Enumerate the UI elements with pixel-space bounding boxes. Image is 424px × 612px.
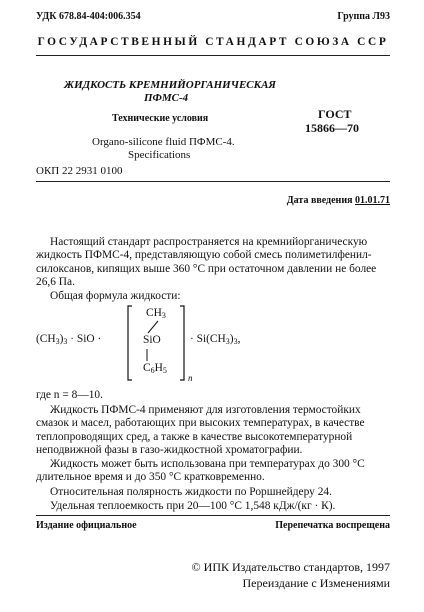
formula-n-definition: где n = 8—10. — [36, 389, 103, 401]
paragraph-heat-capacity — [36, 500, 390, 513]
ru-title-line1: ЖИДКОСТЬ КРЕМНИЙОРГАНИЧЕСКАЯ — [64, 79, 277, 91]
introduction-date — [287, 195, 390, 206]
formula-bottom-c6h5: $C_6H_5$ — [143, 362, 167, 375]
paragraph-line: силоксанов, кипящих выше 360 °С при остаточном давлении не более — [36, 262, 377, 275]
en-title-line1: Organo-silicone fluid ПФМС-4. — [92, 136, 235, 148]
paragraph-polarity — [36, 486, 390, 499]
paragraph-line: Относительная полярность жидкости по Роршнейдеру 24. — [50, 486, 332, 498]
udk-code: УДК 678.84-404:006.354 — [36, 11, 141, 22]
copyright-notice: © ИПК Издательство стандартов, 1997 — [191, 560, 390, 574]
paragraph-line: 26,6 Па. — [36, 275, 75, 288]
formula-caption: Общая формула жидкости: — [50, 290, 181, 302]
paragraph-line: смазок и масел, работающих при высоких температурах, в качестве — [36, 417, 365, 430]
intro-date-value: 01.01.71 — [355, 195, 390, 206]
paragraph-line: Удельная теплоемкость при 20—100 °С 1,548 кДж/(кг · К). — [50, 500, 336, 512]
en-title-line2: Specifications — [128, 149, 191, 161]
official-edition-label: Издание официальное — [36, 520, 137, 531]
paragraph-temperature — [36, 458, 390, 485]
reprint-prohibited-label: Перепечатка воспрещена — [275, 520, 390, 531]
formula-left-group: $(CH_3)_3$ · SiO · — [36, 333, 102, 346]
formula-bond-bottom — [144, 348, 150, 362]
paragraph-scope — [36, 236, 390, 289]
header-divider — [36, 55, 390, 56]
paragraph-line: жидкость ПФМС-4, представляющую собой смесь полиметилфенил- — [36, 249, 372, 262]
state-standard-title: ГОСУДАРСТВЕННЫЙ СТАНДАРТ СОЮЗА ССР — [37, 36, 389, 48]
paragraph-line: длительное время и до 350 °С кратковременно. — [36, 471, 265, 484]
gost-number: 15866—70 — [305, 121, 359, 135]
formula-top-ch3: $CH_3$ — [146, 307, 166, 320]
paragraph-line: Настоящий стандарт распространяется на кремнийорганическую — [50, 236, 368, 248]
okp-code: ОКП 22 2931 0100 — [36, 165, 123, 177]
formula-right-group: · $Si(CH_3)_3$, — [190, 333, 241, 346]
intro-date-label: Дата введения — [286, 195, 353, 206]
footer-divider — [36, 515, 390, 516]
paragraph-application — [36, 404, 390, 457]
paragraph-line: Жидкость ПФМС-4 применяют для изготовления термостойких — [50, 404, 361, 416]
group-code: Группа Л93 — [337, 11, 390, 22]
formula-bond-top — [142, 320, 164, 334]
formula-n-subscript: n — [188, 373, 193, 383]
paragraph-line: Жидкость может быть использована при температурах до 300 °С — [50, 458, 365, 470]
ru-title-line2: ПФМС-4 — [144, 92, 189, 104]
paragraph-line: неподвижной фазы в газо-жидкостной хроматографии. — [36, 443, 303, 456]
ru-subtitle: Технические условия — [112, 113, 209, 124]
gost-label: ГОСТ — [318, 107, 352, 121]
paragraph-line: теплопроводящих сред, а также в качестве высокотемпературной — [36, 430, 353, 443]
formula-center-sio: SiO — [143, 334, 161, 346]
reissue-notice: Переиздание с Изменениями — [242, 576, 390, 590]
title-divider — [36, 181, 390, 182]
